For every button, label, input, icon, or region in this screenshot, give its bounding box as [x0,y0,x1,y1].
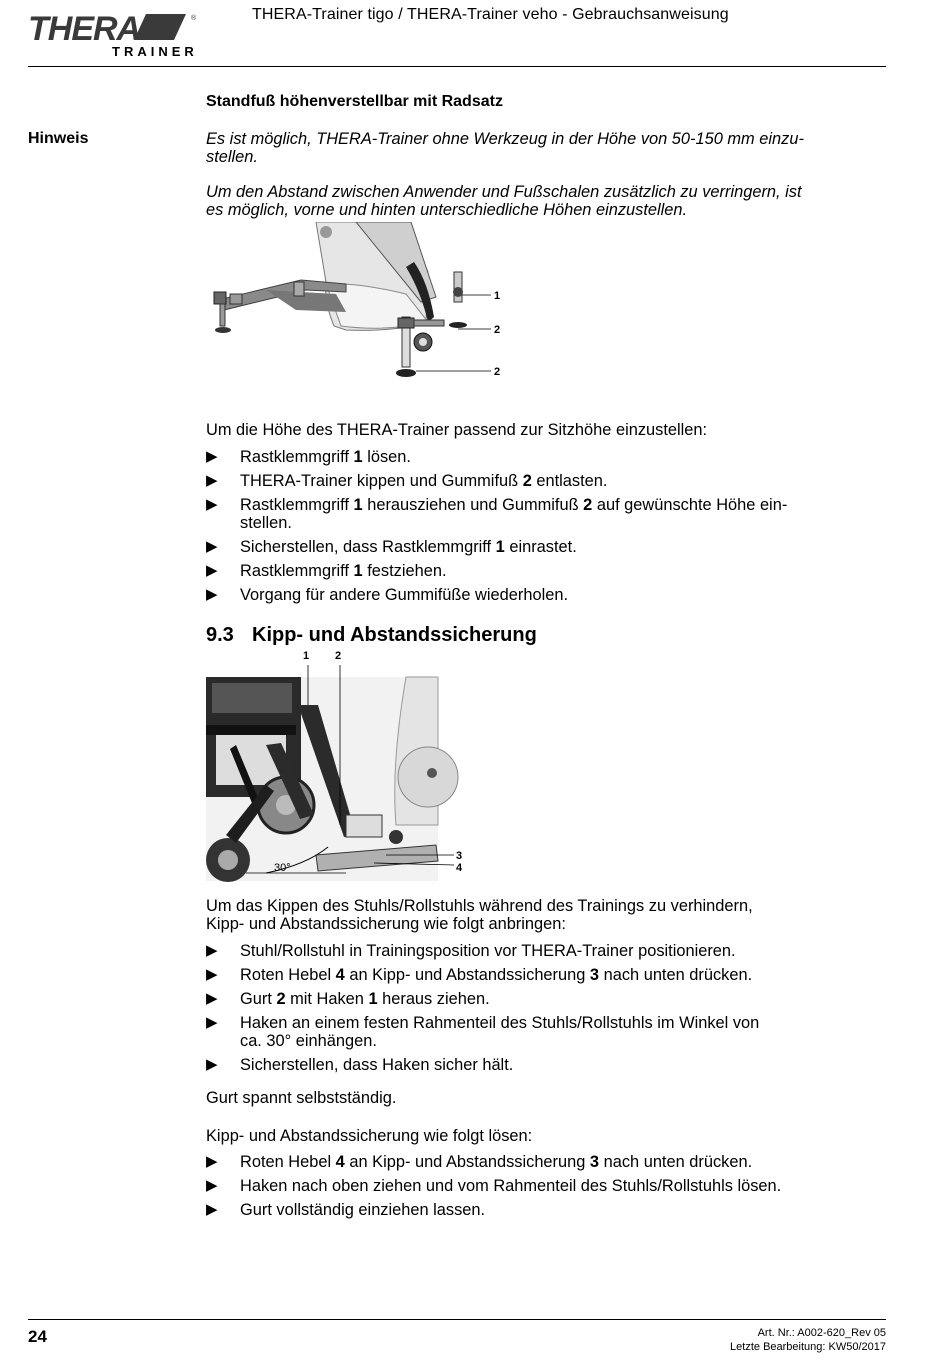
logo-main-text: THERA [28,10,141,48]
figure2-label-4: 4 [456,862,463,874]
list-item: ▶ Haken an einem festen Rahmenteil des Stuhls/Rollstuhls im Winkel von ca. 30° einhängen. [206,1014,760,1050]
kipp-intro: Um das Kippen des Stuhls/Rollstuhls während des Trainings zu verhindern, Kipp- und Abstandssicherung wie folgt anbringen: [206,897,753,933]
list-item: ▶ Vorgang für andere Gummifüße wiederholen. [206,586,568,604]
height-intro: Um die Höhe des THERA-Trainer passend zur Sitzhöhe einzustellen: [206,421,708,439]
header-divider [28,66,886,67]
arrow-bullet-icon: ▶ [206,1177,218,1194]
kipp-steps-list [206,942,886,1080]
arrow-bullet-icon: ▶ [206,538,218,555]
arrow-bullet-icon: ▶ [206,496,218,513]
figure2-label-2: 2 [335,650,342,662]
logo-swoosh [134,14,186,40]
list-item: ▶ Gurt 2 mit Haken 1 heraus ziehen. [206,990,490,1008]
footer-divider [28,1319,886,1320]
result-text: Gurt spannt selbstständig. [206,1089,397,1107]
thera-trainer-logo [28,10,208,58]
note-label: Hinweis [28,130,89,147]
arrow-bullet-icon: ▶ [206,1201,218,1218]
last-edit-date: Letzte Bearbeitung: KW50/2017 [730,1341,886,1353]
arrow-bullet-icon: ▶ [206,472,218,489]
list-item: ▶ Stuhl/Rollstuhl in Trainingsposition vor THERA-Trainer positionieren. [206,942,736,960]
note-paragraph-2: Um den Abstand zwischen Anwender und Fußschalen zusätzlich zu verringern, ist es möglich, vorne und hinten unterschiedliche Höhen einzustellen. [206,183,802,219]
list-item: ▶ Rastklemmgriff 1 lösen. [206,448,411,466]
logo-sub-text: TRAINER [112,44,198,58]
list-item: ▶ Haken nach oben ziehen und vom Rahmenteil des Stuhls/Rollstuhls lösen. [206,1177,782,1195]
section-heading-9-3: 9.3 Kipp- und Abstandssicherung [206,624,537,646]
arrow-bullet-icon: ▶ [206,1056,218,1073]
list-item: ▶ Sicherstellen, dass Rastklemmgriff 1 einrastet. [206,538,577,556]
angle-label: 30° [274,862,291,874]
arrow-bullet-icon: ▶ [206,562,218,579]
page-number: 24 [28,1327,47,1346]
figure-kippsicherung [206,665,466,883]
arrow-bullet-icon: ▶ [206,942,218,959]
document-title: THERA-Trainer tigo / THERA-Trainer veho - Gebrauchsanweisung [252,6,729,23]
arrow-bullet-icon: ▶ [206,448,218,465]
figure2-label-3: 3 [456,850,463,862]
figure1-label-1: 1 [494,290,501,302]
figure1-label-2a: 2 [494,324,501,336]
list-item: ▶ Rastklemmgriff 1 herausziehen und Gummifuß 2 auf gewünschte Höhe ein- stellen. [206,496,788,532]
logo-registered-mark: ® [191,15,197,22]
list-item: ▶ Sicherstellen, dass Haken sicher hält. [206,1056,514,1074]
arrow-bullet-icon: ▶ [206,990,218,1007]
arrow-bullet-icon: ▶ [206,1014,218,1031]
subheading-standfuss: Standfuß höhenverstellbar mit Radsatz [206,93,503,110]
figure2-label-1: 1 [303,650,310,662]
release-steps-list [206,1153,886,1225]
figure-standfuss [206,222,516,392]
arrow-bullet-icon: ▶ [206,586,218,603]
arrow-bullet-icon: ▶ [206,966,218,983]
article-number: Art. Nr.: A002-620_Rev 05 [757,1327,886,1339]
arrow-bullet-icon: ▶ [206,1153,218,1170]
list-item: ▶ Roten Hebel 4 an Kipp- und Abstandssicherung 3 nach unten drücken. [206,1153,753,1171]
list-item: ▶ THERA-Trainer kippen und Gummifuß 2 entlasten. [206,472,608,490]
list-item: ▶ Gurt vollständig einziehen lassen. [206,1201,486,1219]
list-item: ▶ Roten Hebel 4 an Kipp- und Abstandssicherung 3 nach unten drücken. [206,966,753,984]
figure1-label-2b: 2 [494,366,501,378]
note-paragraph-1: Es ist möglich, THERA-Trainer ohne Werkzeug in der Höhe von 50-150 mm einzu- stellen. [206,130,804,166]
height-steps-list [206,448,886,610]
release-intro: Kipp- und Abstandssicherung wie folgt lösen: [206,1127,533,1145]
list-item: ▶ Rastklemmgriff 1 festziehen. [206,562,447,580]
